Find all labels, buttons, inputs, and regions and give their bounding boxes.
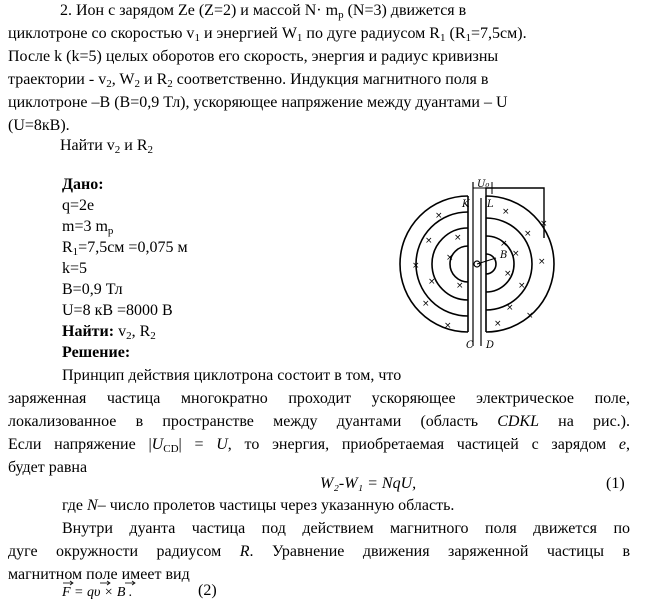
svg-text:×: × <box>504 269 512 279</box>
vector-arrows <box>62 579 192 599</box>
equation-1-number: (1) <box>606 475 625 492</box>
solution-line-6: где N– число пролетов частицы через указанную область. <box>62 497 455 514</box>
given-r1: $R_1=7,5см =0,075$ м <box>62 239 188 258</box>
problem-line-1: 2. Ион с зарядом Ze (Z=2) и массой $N\cdot m_p$ (N=3) движется в <box>60 2 467 21</box>
cyclotron-figure <box>398 178 570 354</box>
given-b: B=0,9 Тл <box>62 281 123 298</box>
given-find: Найти: $v_2$, $R_2$ <box>62 323 156 342</box>
svg-text:×: × <box>518 281 526 291</box>
problem-line-3: После k (k=5) целых оборотов его скорость, энергия и радиус кривизны <box>8 48 499 65</box>
svg-text:×: × <box>456 281 464 291</box>
label-d: D <box>486 340 495 351</box>
svg-text:×: × <box>502 207 510 217</box>
svg-text:×: × <box>506 303 514 313</box>
svg-text:×: × <box>540 219 548 229</box>
svg-text:×: × <box>524 229 532 239</box>
svg-text:×: × <box>435 211 443 221</box>
solution-title: Решение: <box>62 344 131 361</box>
given-u: U=8 кВ =8000 В <box>62 302 173 319</box>
problem-line-6: (U=8кВ). <box>8 117 70 134</box>
given-k: k=5 <box>62 260 88 277</box>
svg-text:×: × <box>512 249 520 259</box>
dee-left-outer <box>400 196 468 332</box>
equation-2: F = qυ × B . <box>62 583 132 602</box>
label-c: C <box>466 340 474 351</box>
solution-line-3: локализованное в пространстве между дуантами (область CDKL на рис.). <box>8 413 631 430</box>
svg-text:×: × <box>446 253 454 263</box>
equation-2-number: (2) <box>198 582 217 599</box>
label-u0: U₀ <box>477 179 490 190</box>
given-title: Дано: <box>62 176 104 193</box>
svg-text:×: × <box>494 319 502 329</box>
problem-line-4: траектории - $v_2$, $W_2$ и $R_2$ соответственно. Индукция магнитного поля в <box>8 71 489 90</box>
svg-text:×: × <box>425 236 433 246</box>
equation-1: W₂-W₁ = NqU, <box>320 475 417 492</box>
solution-line-4: Если напряжение $|U_{CD}| = U$, то энергия, приобретаемая частицей с зарядом e, <box>8 436 631 455</box>
svg-text:×: × <box>422 299 430 309</box>
problem-find: Найти $v_2$ и $R_2$ <box>60 137 154 156</box>
svg-text:×: × <box>444 321 452 331</box>
label-k: K <box>462 199 470 210</box>
problem-line-5: циклотроне –B (B=0,9 Тл), ускоряющее напряжение между дуантами – U <box>8 94 508 111</box>
solution-line-7: Внутри дуанта частица под действием магнитного поля движется по <box>62 520 630 537</box>
svg-text:×: × <box>526 311 534 321</box>
problem-line-2: циклотроне со скоростью $v_1$ и энергией $W_1$ по дуге радиусом $R_1$ $(R_1=7,5см)$. <box>8 25 527 44</box>
svg-text:×: × <box>500 239 508 249</box>
svg-text:×: × <box>412 261 420 271</box>
solution-line-5: будет равна <box>8 459 88 476</box>
given-m: m=3 $m_p$ <box>62 218 114 237</box>
solution-line-9: магнитном поле имеет вид <box>8 566 190 583</box>
solution-line-8: дуге окружности радиусом R. Уравнение движения заряженной частицы в <box>8 543 630 560</box>
cyclotron-diagram <box>398 178 570 354</box>
solution-line-2: заряженная частица многократно проходит ускоряющее электрическое поле, <box>8 390 630 407</box>
given-q: q=2e <box>62 197 95 214</box>
label-l: L <box>487 199 494 210</box>
svg-text:×: × <box>428 277 436 287</box>
svg-text:×: × <box>454 233 462 243</box>
label-b: B <box>500 250 508 261</box>
solution-line-1: Принцип действия циклотрона состоит в том, что <box>62 367 402 384</box>
svg-text:×: × <box>538 257 546 267</box>
